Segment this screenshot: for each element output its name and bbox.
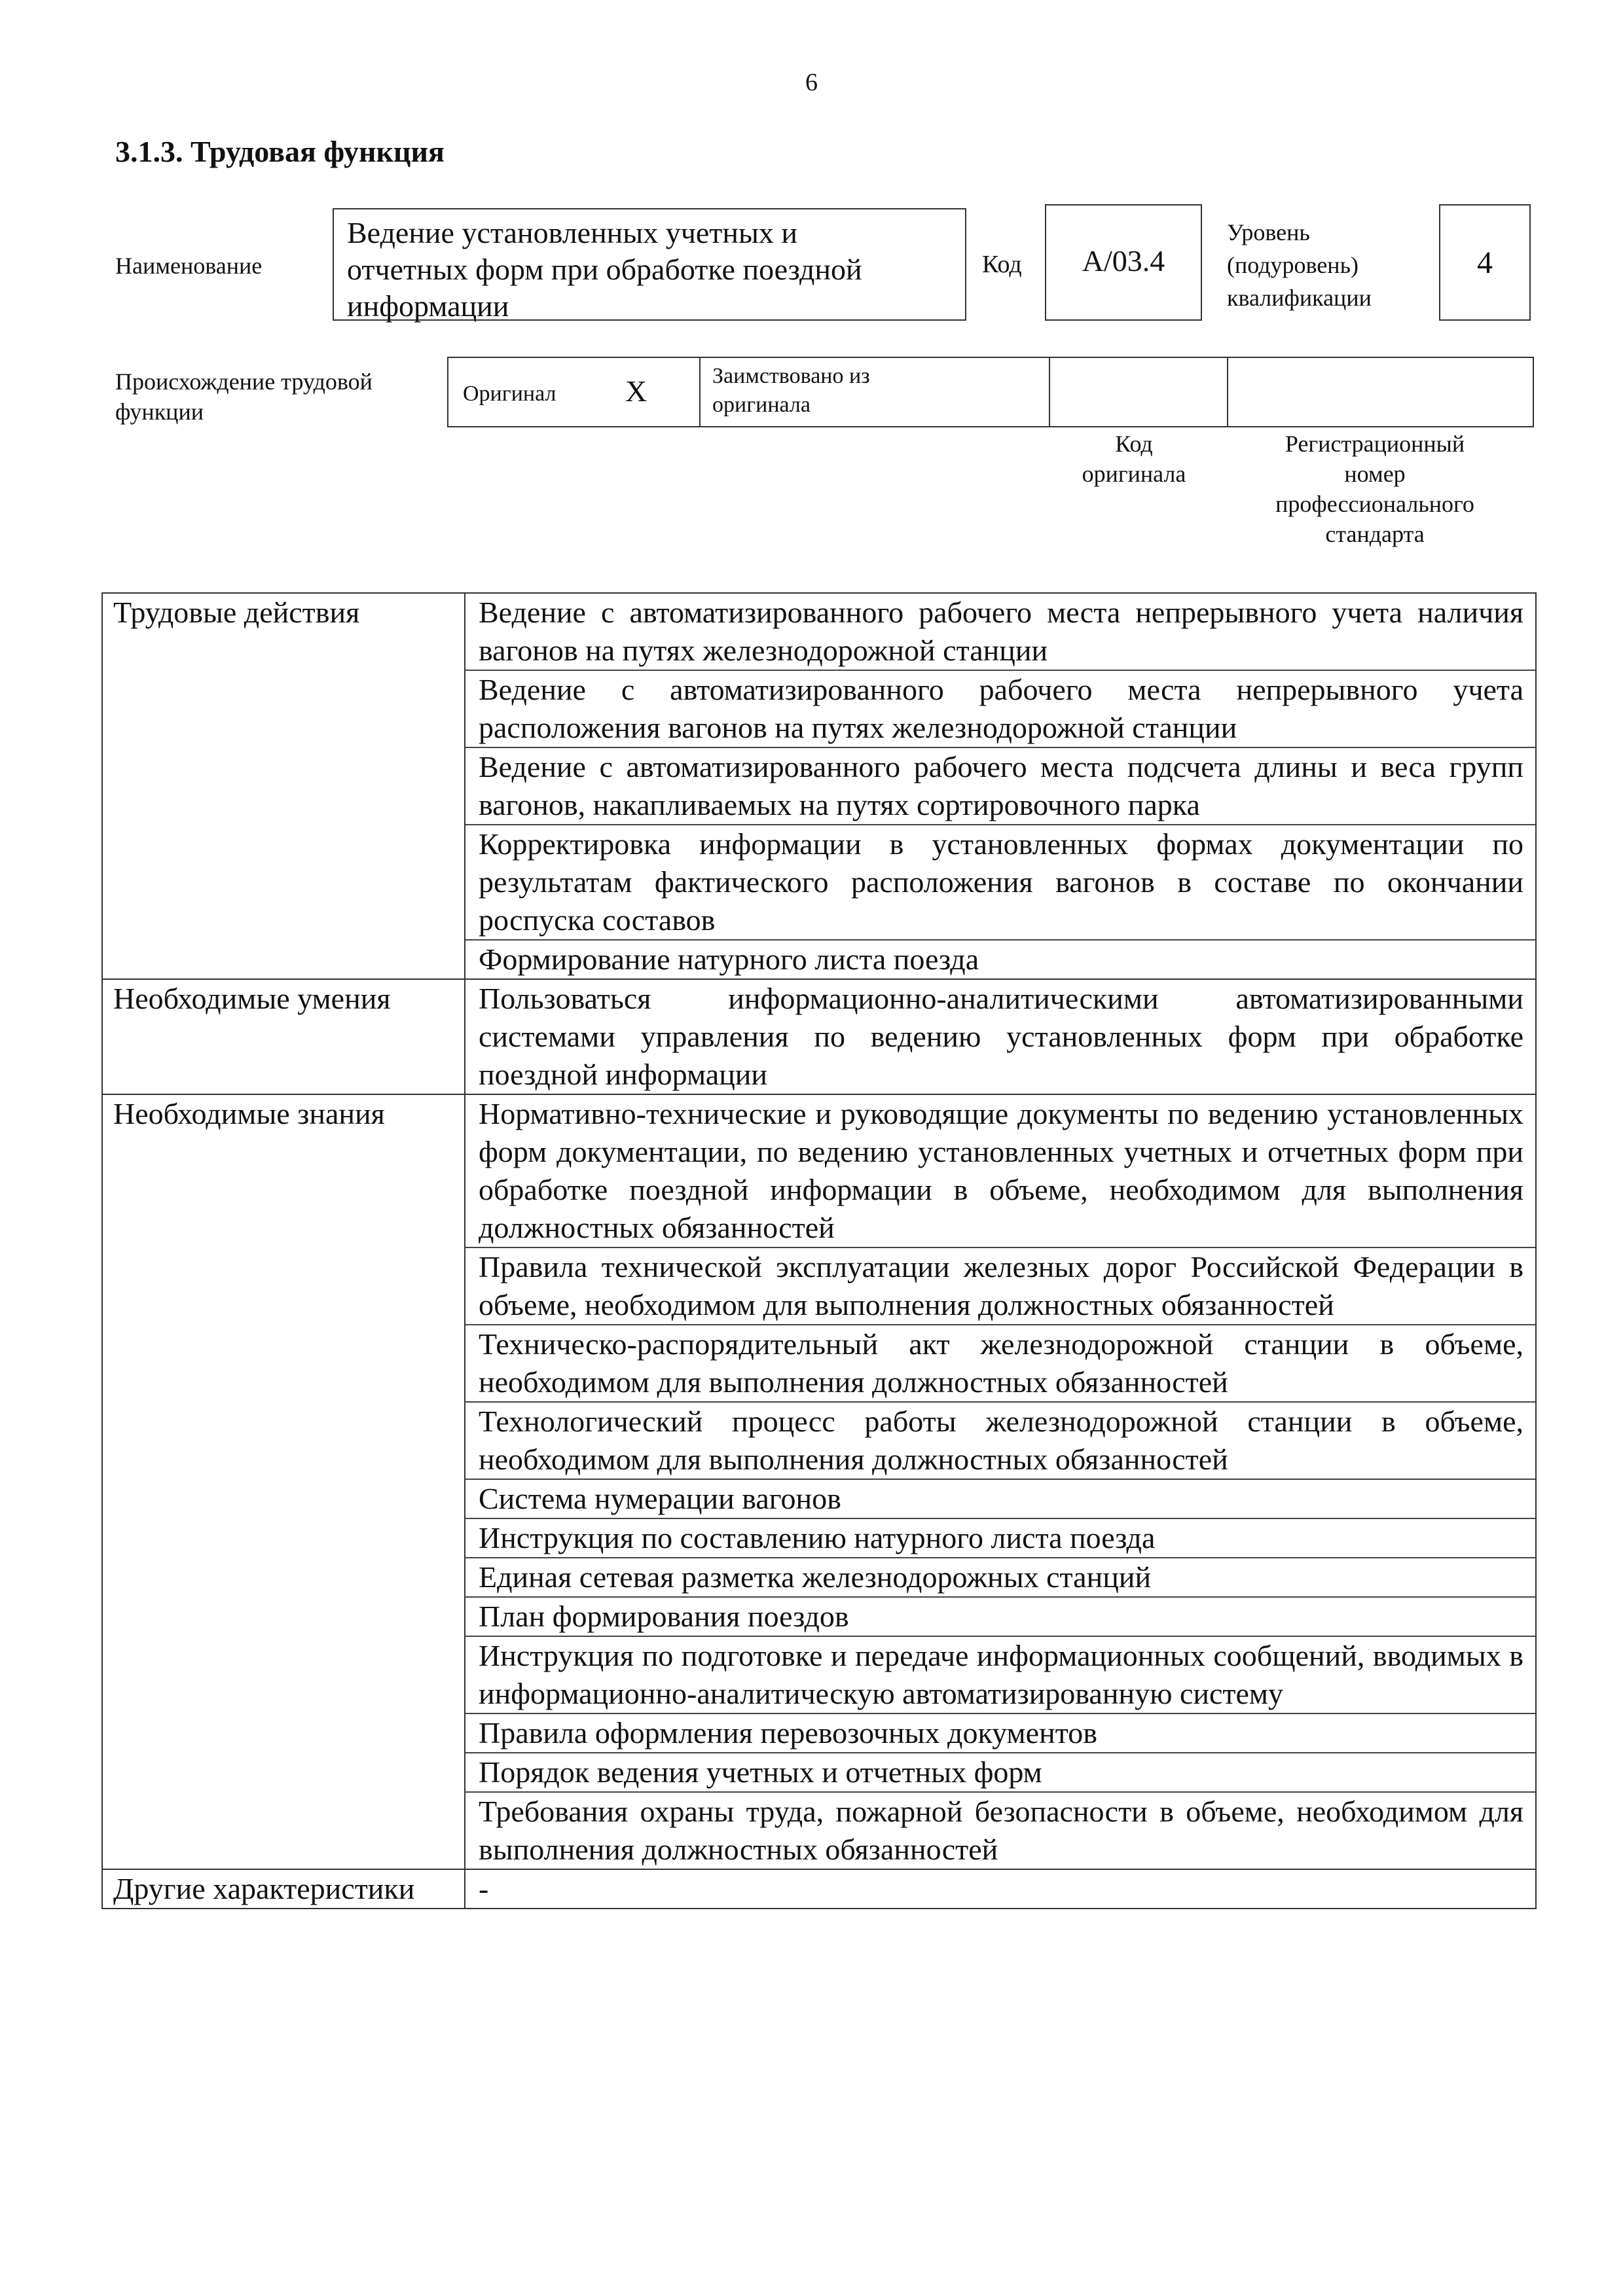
origin-table (447, 357, 1534, 427)
table-row-knowledge (103, 1094, 1535, 1869)
borrowed-label-line: Заимствовано из (712, 364, 870, 388)
table-row-skills (103, 978, 1535, 1094)
code-original-caption (1055, 429, 1213, 489)
original-cell (448, 358, 701, 426)
table-cell: Правила оформления перевозочных документов (465, 1713, 1535, 1752)
table-cell: Порядок ведения учетных и отчетных форм (465, 1752, 1535, 1791)
code-box (1045, 204, 1202, 321)
code-original-cell (1050, 358, 1228, 426)
code-value: А/03.4 (1082, 244, 1165, 278)
function-name-line: информации (347, 289, 509, 323)
row-label: Трудовые действия (103, 594, 465, 978)
reg-number-line: номер (1344, 461, 1406, 487)
table-cell: Ведение с автоматизированного рабочего места подсчета длины и веса групп вагонов, накапливаемых на путях сортировочного парка (465, 747, 1535, 824)
row-label: Необходимые умения (103, 980, 465, 1094)
code-label: Код (982, 251, 1022, 278)
row-label: Другие характеристики (103, 1870, 465, 1908)
level-value: 4 (1477, 245, 1493, 280)
borrowed-label-line: оригинала (712, 393, 811, 417)
section-title: 3.1.3. Трудовая функция (115, 135, 445, 168)
table-cell: Требования охраны труда, пожарной безопасности в объеме, необходимом для выполнения должностных обязанностей (465, 1791, 1535, 1869)
reg-number-caption (1244, 429, 1506, 549)
code-original-line: Код (1115, 431, 1153, 457)
level-box (1439, 204, 1531, 321)
function-table (101, 592, 1537, 1909)
reg-number-cell (1228, 358, 1533, 426)
code-original-line: оригинала (1082, 461, 1186, 487)
table-cell: Инструкция по составлению натурного листа поезда (465, 1518, 1535, 1557)
level-label-line: (подуровень) (1227, 252, 1359, 278)
function-name-line: отчетных форм при обработке поездной (347, 253, 862, 286)
table-cell: Технологический процесс работы железнодорожной станции в объеме, необходимом для выполнения должностных обязанностей (465, 1401, 1535, 1479)
original-label: Оригинал (463, 382, 556, 406)
origin-label-line: функции (115, 399, 204, 425)
borrowed-cell (701, 358, 1050, 426)
page-number: 6 (805, 69, 818, 96)
table-cell: Техническо-распорядительный акт железнодорожной станции в объеме, необходимом для выполнения должностных обязанностей (465, 1324, 1535, 1401)
name-label: Наименование (115, 253, 263, 279)
table-cell: Инструкция по подготовке и передаче информационных сообщений, вводимых в информационно-аналитическую автоматизированную систему (465, 1636, 1535, 1713)
origin-label (115, 367, 373, 427)
table-row-labor-actions (103, 594, 1535, 978)
level-label-line: квалификации (1227, 285, 1372, 311)
table-cell: Корректировка информации в установленных формах документации по результатам фактического расположения вагонов в составе по окончании роспуска составов (465, 824, 1535, 939)
table-cell: Формирование натурного листа поезда (465, 939, 1535, 978)
table-cell: - (479, 1872, 489, 1905)
table-cell: Нормативно-технические и руководящие документы по ведению установленных форм документации, по ведению установленных учетных и отчетных форм при обработке поездной информации в объеме, необходимом для выполнения должностных обязанностей (479, 1097, 1523, 1244)
original-mark: X (625, 374, 647, 408)
function-name-line: Ведение установленных учетных и (347, 216, 798, 249)
reg-number-line: стандарта (1325, 521, 1425, 547)
table-cell: Ведение с автоматизированного рабочего места непрерывного учета наличия вагонов на путях железнодорожной станции (479, 596, 1523, 667)
level-label (1227, 216, 1372, 314)
table-cell: Ведение с автоматизированного рабочего места непрерывного учета расположения вагонов на путях железнодорожной станции (465, 670, 1535, 747)
reg-number-line: профессионального (1275, 491, 1474, 517)
reg-number-line: Регистрационный (1285, 431, 1465, 457)
level-label-line: Уровень (1227, 219, 1310, 245)
table-cell: Единая сетевая разметка железнодорожных станций (465, 1557, 1535, 1596)
table-cell: Пользоваться информационно-аналитическими автоматизированными системами управления по ведению установленных форм при обработке поездной информации (479, 982, 1523, 1091)
row-label: Необходимые знания (103, 1095, 465, 1869)
table-cell: План формирования поездов (465, 1596, 1535, 1636)
table-cell: Правила технической эксплуатации железных дорог Российской Федерации в объеме, необходимом для выполнения должностных обязанностей (465, 1247, 1535, 1324)
table-cell: Система нумерации вагонов (465, 1479, 1535, 1518)
table-row-other (103, 1869, 1535, 1908)
function-name-box (333, 208, 966, 321)
origin-label-line: Происхождение трудовой (115, 368, 373, 395)
